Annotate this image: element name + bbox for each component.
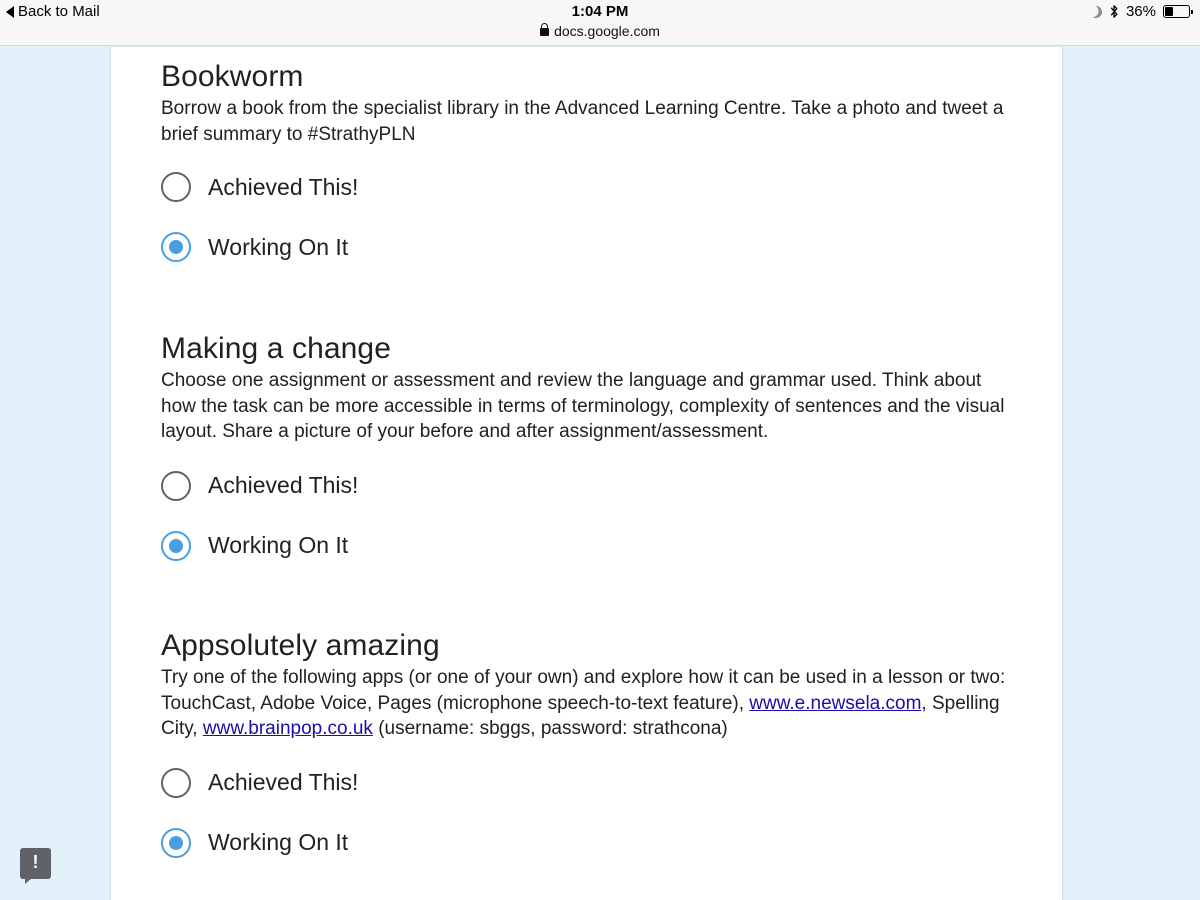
browser-status-bar — [0, 0, 1200, 46]
lock-icon — [540, 28, 549, 36]
option-label: Working On It — [208, 233, 349, 260]
back-to-mail-label: Back to Mail — [18, 3, 100, 20]
radio-button[interactable] — [161, 531, 191, 561]
question-description: Borrow a book from the specialist library in the Advanced Learning Centre. Take a photo and tweet a brief summary to #StrathyPLN — [161, 98, 1004, 145]
question-description: Choose one assignment or assessment and review the language and grammar used. Think about how the task can be more accessible in terms of terminology, complexity of sentences and the visual layout. Share a picture of your before and after assignment/assessment. — [161, 370, 1005, 442]
question-making-a-change — [161, 332, 1021, 566]
question-title: Appsolutely amazing — [161, 629, 440, 662]
description-text: , Spelling City, — [161, 692, 1000, 739]
option-label: Achieved This! — [208, 769, 359, 795]
question-title: Bookworm — [161, 60, 304, 93]
radio-group — [161, 167, 1021, 267]
option-working-on-it[interactable] — [161, 227, 1021, 267]
battery-icon — [1163, 5, 1190, 18]
option-label: Achieved This! — [208, 173, 359, 200]
radio-group — [161, 466, 1021, 566]
radio-button[interactable] — [161, 828, 191, 858]
battery-fill — [1165, 7, 1173, 16]
feedback-icon[interactable]: ! — [20, 848, 51, 879]
status-indicators — [1090, 3, 1190, 20]
form-card — [110, 47, 1063, 900]
description-text: (username: sbggs, password: strathcona) — [372, 718, 728, 739]
option-achieved-this[interactable] — [161, 466, 1021, 506]
moon-icon — [1088, 4, 1103, 19]
option-working-on-it[interactable] — [161, 823, 1021, 863]
radio-button[interactable] — [161, 768, 191, 798]
radio-button[interactable] — [161, 471, 191, 501]
option-label: Achieved This! — [208, 472, 359, 498]
radio-group — [161, 763, 1021, 863]
bluetooth-icon — [1109, 4, 1119, 19]
radio-button[interactable] — [161, 172, 191, 202]
description-text: Try one of the following apps (or one of your own) and explore how it can be used in a lesson or two: TouchCast, Adobe Voice, Pages (microphone speech-to-text feature), — [161, 667, 1006, 714]
address-bar[interactable] — [0, 23, 1200, 39]
option-label: Working On It — [208, 829, 349, 855]
question-title: Making a change — [161, 332, 391, 365]
url-text: docs.google.com — [554, 23, 660, 39]
radio-button[interactable] — [161, 232, 191, 262]
option-achieved-this[interactable] — [161, 763, 1021, 803]
newsela-link[interactable]: www.e.newsela.com — [749, 692, 922, 714]
brainpop-link[interactable]: www.brainpop.co.uk — [202, 718, 373, 739]
option-working-on-it[interactable] — [161, 526, 1021, 566]
option-achieved-this[interactable] — [161, 167, 1021, 207]
question-appsolutely-amazing — [161, 629, 1021, 863]
question-description — [161, 665, 1021, 742]
battery-percent: 36% — [1125, 3, 1156, 20]
option-label: Working On It — [208, 532, 349, 558]
status-time: 1:04 PM — [571, 3, 629, 20]
question-bookworm — [161, 60, 1021, 267]
